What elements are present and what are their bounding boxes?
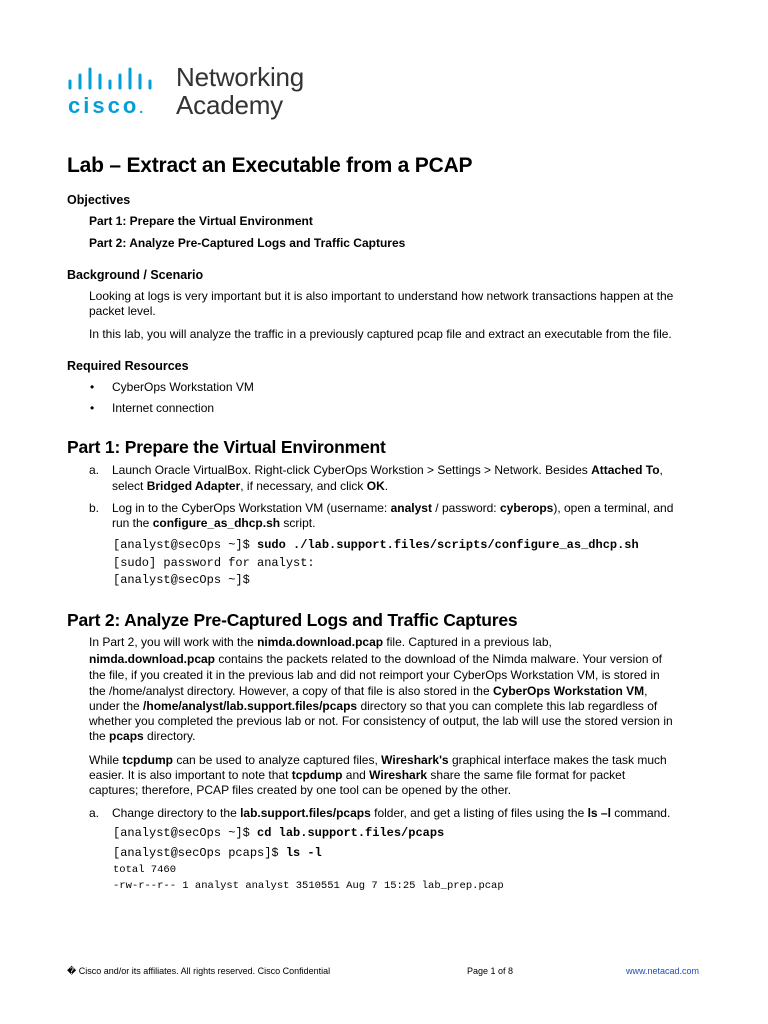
step-marker: a. [89,463,100,477]
part2-paragraph-line: the pcaps directory. [89,729,196,743]
part1-step-a-line1: Launch Oracle VirtualBox. Right-click CyberOps Workstion > Settings > Network. Besides Attached To, [112,463,663,477]
bullet-icon: • [90,380,95,394]
part2-paragraph-line: While tcpdump can be used to analyze captured files, Wireshark's graphical interface makes the task much [89,753,667,767]
code-line: [analyst@secOps ~]$ [113,573,250,587]
footer-copyright: � Cisco and/or its affiliates. All rights reserved. Cisco Confidential [67,966,331,976]
background-heading: Background / Scenario [67,268,204,282]
resources-heading: Required Resources [67,359,189,373]
footer-url-link[interactable]: www.netacad.com [626,966,700,976]
page-title: Lab – Extract an Executable from a PCAP [67,154,473,177]
footer-page-number: Page 1 of 8 [467,966,514,976]
part2-paragraph-line: the file, if you created it in the previous lab and did not reimport your CyberOps Workstation VM, is stored in [89,668,660,682]
part2-paragraph-line: under the /home/analyst/lab.support.files/pcaps directory so that you can complete this lab regardless of [89,699,658,713]
code-line: [sudo] password for analyst: [113,556,315,570]
cisco-networking-academy-logo [67,62,327,120]
background-paragraph-line: Looking at logs is very important but it is also important to understand how network transactions happen at the [89,289,674,303]
part2-step-a: Change directory to the lab.support.files/pcaps folder, and get a listing of files using the ls –l command. [112,806,671,820]
cisco-wordmark: cisco. [68,93,144,118]
background-paragraph-line: In this lab, you will analyze the traffic in a previously captured pcap file and extract an executable from the file. [89,327,672,341]
background-paragraph-line: packet level. [89,304,156,318]
part2-paragraph-line: the /home/analyst directory. However, a copy of that file is also stored in the CyberOps Workstation VM, [89,684,648,698]
part1-step-b-line2: run the configure_as_dhcp.sh script. [112,516,316,530]
code-line: [analyst@secOps ~]$ sudo ./lab.support.files/scripts/configure_as_dhcp.sh [113,538,639,552]
resource-item: Internet connection [112,401,215,415]
code-line: total 7460 [113,864,177,876]
objectives-heading: Objectives [67,193,131,207]
part2-heading: Part 2: Analyze Pre-Captured Logs and Traffic Captures [67,610,518,630]
resource-item: CyberOps Workstation VM [112,380,254,394]
code-line: -rw-r--r-- 1 analyst analyst 3510551 Aug 7 15:25 lab_prep.pcap [113,880,504,892]
part2-paragraph-line: captures; therefore, PCAP files created by one tool can be opened by the other. [89,783,512,797]
part2-paragraph-line: whether you completed the previous lab or not. For consistency of output, the lab will use the stored version in [89,714,673,728]
part1-step-a-line2: select Bridged Adapter, if necessary, and click OK. [112,479,389,493]
objective-item: Part 2: Analyze Pre-Captured Logs and Traffic Captures [89,236,406,250]
part1-heading: Part 1: Prepare the Virtual Environment [67,437,386,457]
objective-item: Part 1: Prepare the Virtual Environment [89,214,313,228]
part2-paragraph-line: nimda.download.pcap contains the packets related to the download of the Nimda malware. Your version of [89,652,662,666]
part2-paragraph-line: easier. It is also important to note that tcpdump and Wireshark share the same file format for packet [89,768,626,782]
cisco-bars-icon [67,66,163,94]
part1-step-b-line1: Log in to the CyberOps Workstation VM (username: analyst / password: cyberops), open a terminal, and [112,501,674,515]
code-line: [analyst@secOps pcaps]$ ls -l [113,846,322,860]
bullet-icon: • [90,401,95,415]
part2-paragraph-line: In Part 2, you will work with the nimda.download.pcap file. Captured in a previous lab, [89,635,552,649]
code-line: [analyst@secOps ~]$ cd lab.support.files/pcaps [113,826,445,840]
step-marker: a. [89,806,100,820]
logo-academy-text: Academy [176,90,283,120]
step-marker: b. [89,501,100,515]
logo-networking-text: Networking [176,62,305,92]
